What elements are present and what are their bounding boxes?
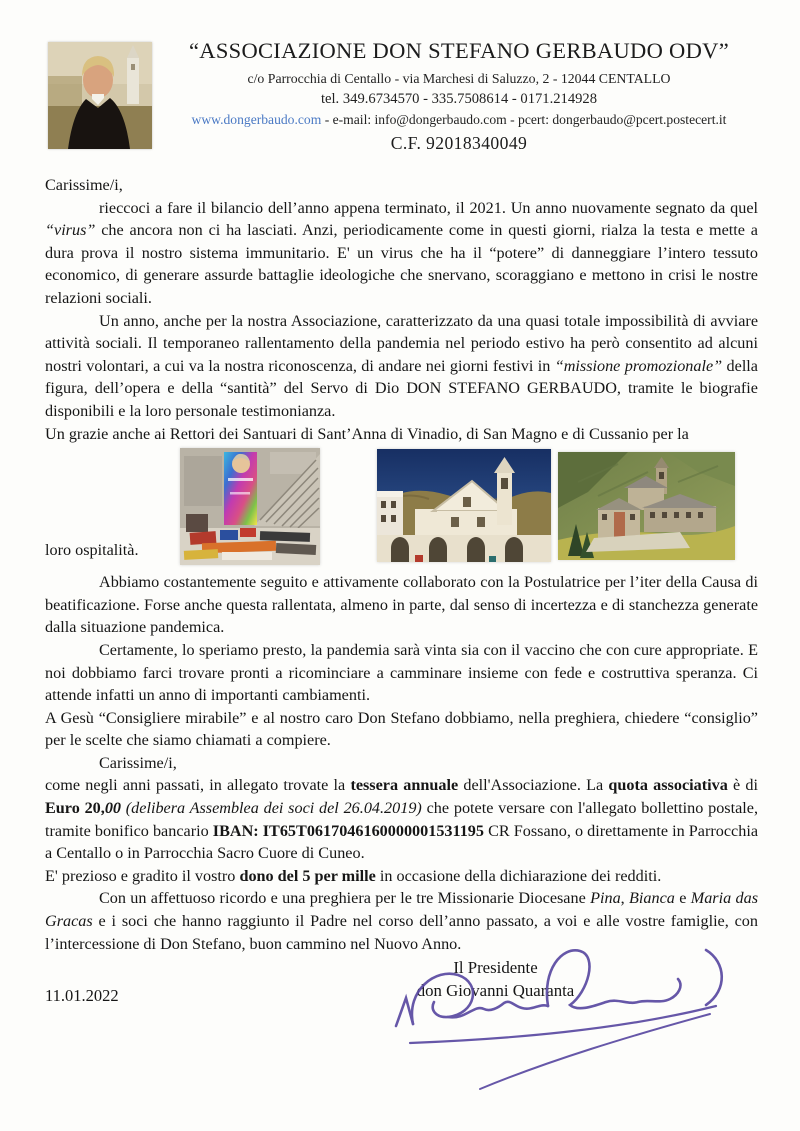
paragraph bbox=[45, 174, 758, 197]
paragraph bbox=[45, 887, 758, 955]
letterhead-text bbox=[150, 38, 768, 154]
website-link[interactable]: www.dongerbaudo.com bbox=[191, 112, 322, 127]
paragraph bbox=[45, 707, 758, 752]
photo-sanctuary-santanna-vinadio bbox=[377, 449, 551, 562]
text-run: della figura, dell’opera e della “santità” del Servo di Dio DON STEFANO GERBAUDO, tramite le biografie disponibili e la loro personale testimonianza. bbox=[45, 356, 758, 420]
photo-strip bbox=[45, 445, 758, 571]
text-run: rieccoci a fare il bilancio dell’anno appena terminato, il 2021. Un anno nuovamente segnato da quel bbox=[99, 198, 758, 217]
text-run: (delibera Assemblea dei soci del 26.04.2019) bbox=[125, 799, 422, 818]
text-run: in occasione della dichiarazione dei redditi. bbox=[375, 866, 662, 885]
letter-body bbox=[45, 174, 758, 955]
text-run: A Gesù “Consigliere mirabile” e al nostro caro Don Stefano dobbiamo, nella preghiera, chiedere “consiglio” per le scelte che siamo chiamati a compiere. bbox=[45, 708, 758, 750]
association-title: “ASSOCIAZIONE DON STEFANO GERBAUDO ODV” bbox=[188, 38, 729, 63]
text-run: che ancora non ci ha lasciati. Anzi, periodicamente come in questi giorni, rialza la testa e mette a dura prova il nostro sistema immunitario. E' un virus che ha il “potere” di danneggiare l’intero tessuto economico, di generare assurde battaglie ideologiche che snervano, scoraggiano e mettono in crisi le nostre relazioni sociali. bbox=[45, 221, 758, 307]
signature-block bbox=[388, 956, 603, 1002]
text-run: Abbiamo costantemente seguito e attivamente collaborato con la Postulatrice per l’iter della Causa di beatificazione. Forse anche questa rallentata, almeno in parte, dal senso di incertezza e di stanchezza generate dalla situazione pandemica. bbox=[45, 573, 758, 637]
text-run: è di bbox=[727, 776, 758, 795]
text-run: “virus” bbox=[45, 221, 96, 240]
phone-line: tel. 349.6734570 - 335.7508614 - 0171.214928 bbox=[320, 91, 598, 107]
text-run: quota associativa bbox=[608, 776, 728, 795]
contact-line bbox=[150, 112, 768, 128]
text-run: Pina bbox=[590, 889, 621, 908]
text-run: Certamente, lo speriamo presto, la pandemia sarà vinta sia con il vaccino che con cure appropriate. E noi dobbiamo farci trovare pronti a ricominciare a camminare insieme con fede e costruttiva speranza. Ci attende infatti un anno di importanti cambiamenti. bbox=[45, 640, 758, 705]
portrait-photo-graphic bbox=[48, 42, 152, 149]
fiscal-code: C.F. 92018340049 bbox=[390, 133, 528, 153]
text-run: Carissime/i, bbox=[99, 753, 177, 772]
text-run: “missione promozionale” bbox=[554, 356, 723, 375]
letter-date: 11.01.2022 bbox=[45, 986, 119, 1005]
text-run: IBAN: IT65T0617046160000001531195 bbox=[212, 821, 484, 840]
text-run: Con un affettuoso ricordo e una preghiera per le tre Missionarie Diocesane bbox=[99, 889, 591, 908]
text-run: 00 bbox=[104, 799, 121, 818]
photo-sanctuary-san-magno bbox=[558, 452, 735, 560]
text-run: e i soci che hanno raggiunto il Padre nel corso dell’anno passato, a voi e alle vostre famiglie, con l’intercessione di Don Stefano, buon cammino nel Nuovo Anno. bbox=[45, 912, 758, 953]
text-run: CR Fossano, o direttamente in Parrocchia a Centallo o in Parrocchia Sacro Cuore di Cuneo. bbox=[45, 821, 758, 863]
text-run: come negli anni passati, in allegato trovate la bbox=[45, 776, 351, 795]
text-run: E' prezioso e gradito il vostro bbox=[45, 866, 240, 885]
text-run: dono del 5 per mille bbox=[239, 866, 376, 885]
address-line: c/o Parrocchia di Centallo - via Marchesi di Saluzzo, 2 - 12044 CENTALLO bbox=[247, 71, 671, 86]
text-run: dell'Associazione. La bbox=[458, 776, 609, 795]
paragraphs-bottom bbox=[45, 571, 758, 955]
text-run: Maria das Gracas bbox=[45, 889, 759, 931]
text-run: Un anno, anche per la nostra Associazione, caratterizzato da una quasi totale impossibilità di avviare attività sociali. Il temporaneo rallentamento della pandemia nel periodo estivo ha però consentito ad alcuni nostri volontari, a cui va la nostra riconoscenza, di andare nei giorni festivi in bbox=[45, 311, 758, 375]
paragraphs-top bbox=[45, 174, 758, 445]
text-run: Un grazie anche ai Rettori dei Santuari di Sant’Anna di Vinadio, di San Magno e di Cussanio per la bbox=[45, 424, 689, 443]
text-run: Euro 20, bbox=[45, 799, 105, 818]
text-run: Carissime/i, bbox=[45, 176, 123, 194]
text-run: e bbox=[674, 889, 691, 908]
text-run: Bianca bbox=[629, 889, 675, 908]
paragraph bbox=[45, 639, 758, 707]
paragraph bbox=[45, 423, 758, 446]
after-photos-text: loro ospitalità. bbox=[45, 540, 139, 559]
paragraph bbox=[45, 752, 758, 775]
paragraph bbox=[45, 774, 758, 864]
paragraph bbox=[45, 865, 758, 888]
text-run: che potete versare con l'allegato bollettino postale, tramite bonifico bancario bbox=[45, 799, 758, 840]
signature-role: Il Presidente bbox=[453, 958, 538, 977]
email-pcert-text: - e-mail: info@dongerbaudo.com - pcert: dongerbaudo@pcert.postecert.it bbox=[321, 112, 727, 127]
paragraph bbox=[45, 310, 758, 423]
paragraph bbox=[45, 197, 758, 310]
signature-name: don Giovanni Quaranta bbox=[416, 981, 575, 1000]
photo-book-stall bbox=[180, 448, 320, 565]
letterhead-photo-don-stefano bbox=[48, 42, 152, 149]
text-run: , bbox=[620, 889, 630, 908]
text-run: tessera annuale bbox=[350, 776, 459, 795]
paragraph bbox=[45, 571, 758, 639]
